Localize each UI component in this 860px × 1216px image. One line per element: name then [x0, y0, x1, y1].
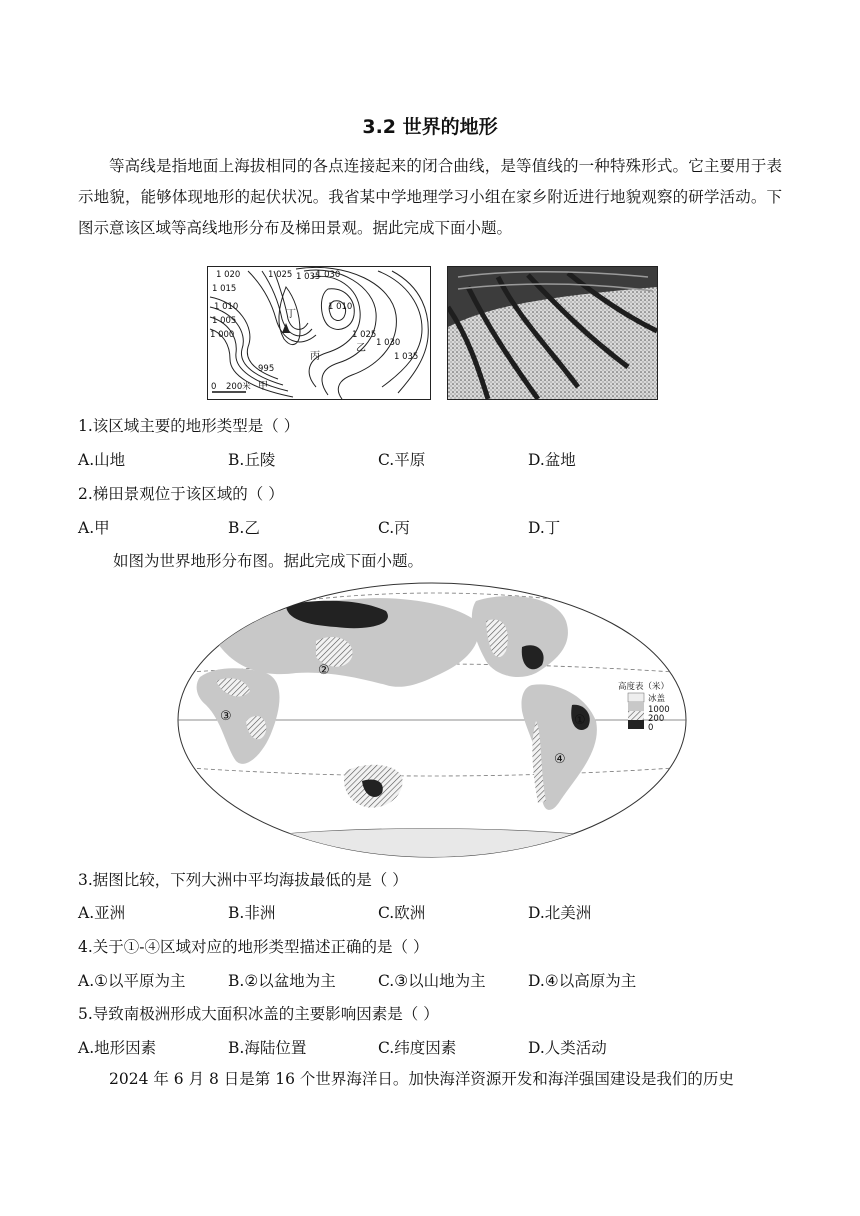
question-5-stem: 5.导致南极洲形成大面积冰盖的主要影响因素是（ ） — [78, 1005, 439, 1023]
world-map-figure — [176, 581, 688, 859]
question-4-option-a[interactable]: A.①以平原为主 — [78, 972, 186, 990]
region-label-1: ① — [574, 713, 586, 728]
question-1-option-d[interactable]: D.盆地 — [528, 451, 576, 469]
legend-title: 高度表（米） — [618, 682, 670, 692]
question-1-stem: 1.该区域主要的地形类型是（ ） — [78, 417, 300, 435]
contour-point-bing: 丙 — [310, 351, 320, 362]
contour-label: 1 035 — [394, 352, 419, 362]
question-5-option-d[interactable]: D.人类活动 — [528, 1039, 607, 1057]
legend-item: 1000 — [648, 705, 670, 715]
contour-label: 1 025 — [352, 330, 377, 340]
contour-map-figure — [207, 266, 431, 400]
question-2-stem: 2.梯田景观位于该区域的（ ） — [78, 485, 284, 503]
question-2-option-b[interactable]: B.乙 — [228, 519, 260, 537]
legend-swatch-1000 — [628, 702, 644, 711]
terrace-photo — [447, 266, 658, 400]
legend-item: 冰盖 — [648, 694, 666, 704]
contour-label: 1 025 — [268, 270, 293, 280]
contour-point-yi: 乙 — [356, 343, 366, 354]
question-2-option-a[interactable]: A.甲 — [78, 519, 110, 537]
contour-label: 1 030 — [316, 270, 341, 280]
intro-paragraph-contour: 等高线是指地面上海拔相同的各点连接起来的闭合曲线，是等值线的一种特殊形式。它主要用于表示地貌，能够体现地形的起伏状况。我省某中学地理学习小组在家乡附近进行地貌观察的研学活动。下图示意该区域等高线地形分布及梯田景观。据此完成下面小题。 — [78, 157, 782, 237]
world-map-svg — [176, 581, 688, 859]
page-title: 3.2 世界的地形 — [362, 116, 498, 138]
question-5-option-c[interactable]: C.纬度因素 — [378, 1039, 457, 1057]
contour-label: 1 030 — [376, 338, 401, 348]
question-4-option-b[interactable]: B.②以盆地为主 — [228, 972, 336, 990]
contour-point-ding: 丁 — [286, 309, 296, 320]
question-1-option-a[interactable]: A.山地 — [78, 451, 126, 469]
scale-zero: 0 — [211, 382, 217, 392]
intro-paragraph-world-map: 如图为世界地形分布图。据此完成下面小题。 — [113, 552, 424, 570]
question-4-stem: 4.关于①-④区域对应的地形类型描述正确的是（ ） — [78, 938, 429, 956]
question-3-stem: 3.据图比较，下列大洲中平均海拔最低的是（ ） — [78, 871, 408, 889]
contour-label: 995 — [258, 364, 275, 374]
question-4-option-d[interactable]: D.④以高原为主 — [528, 972, 637, 990]
question-3-option-a[interactable]: A.亚洲 — [78, 904, 126, 922]
contour-label: 1 010 — [328, 302, 353, 312]
region-label-2: ② — [318, 663, 330, 678]
question-3-option-c[interactable]: C.欧洲 — [378, 904, 426, 922]
contour-label: 1 000 — [210, 330, 235, 340]
question-4-option-c[interactable]: C.③以山地为主 — [378, 972, 486, 990]
contour-label: 1 005 — [212, 316, 237, 326]
contour-map-svg — [208, 267, 430, 399]
question-3-option-b[interactable]: B.非洲 — [228, 904, 276, 922]
question-5-option-b[interactable]: B.海陆位置 — [228, 1039, 307, 1057]
contour-label: 1 035 — [296, 272, 321, 282]
question-1-option-b[interactable]: B.丘陵 — [228, 451, 276, 469]
region-label-3: ③ — [220, 709, 232, 724]
question-5-option-a[interactable]: A.地形因素 — [78, 1039, 157, 1057]
intro-paragraph-ocean-day: 2024 年 6 月 8 日是第 16 个世界海洋日。加快海洋资源开发和海洋强国建设是我们的历史 — [109, 1070, 734, 1088]
scale-distance: 200米 — [226, 382, 251, 392]
region-label-4: ④ — [554, 752, 566, 767]
legend-swatch-ice — [628, 693, 644, 702]
legend-item: 0 — [648, 723, 654, 733]
contour-label: 1 020 — [216, 270, 241, 280]
legend-swatch-0 — [628, 720, 644, 729]
contour-point-jia: 甲 — [258, 381, 268, 392]
legend-swatch-200 — [628, 711, 644, 720]
terrace-photo-svg — [448, 267, 657, 399]
contour-label: 1 010 — [214, 302, 239, 312]
contour-label: 1 015 — [212, 284, 237, 294]
question-1-option-c[interactable]: C.平原 — [378, 451, 426, 469]
question-3-option-d[interactable]: D.北美洲 — [528, 904, 592, 922]
question-2-option-c[interactable]: C.丙 — [378, 519, 410, 537]
question-2-option-d[interactable]: D.丁 — [528, 519, 561, 537]
legend-item: 200 — [648, 714, 665, 724]
